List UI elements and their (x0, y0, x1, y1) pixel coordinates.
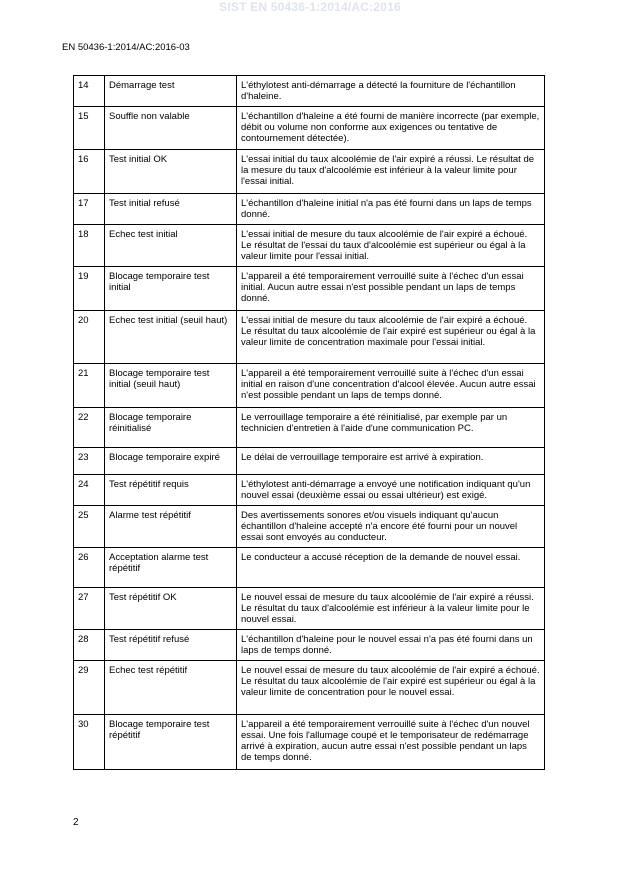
event-name: Echec test initial (105, 225, 237, 267)
event-description: L'échantillon d'haleine a été fourni de manière incorrecte (par exemple, débit ou volume non conforme aux exigences ou tentative de contournement détectée). (237, 107, 545, 150)
event-name: Souffle non valable (105, 107, 237, 150)
table-row (74, 548, 545, 588)
row-number: 18 (74, 225, 105, 267)
event-name: Test répétitif refusé (105, 629, 237, 660)
row-number: 17 (74, 194, 105, 225)
row-number: 24 (74, 475, 105, 506)
table-row (74, 364, 545, 408)
event-name: Alarme test répétitif (105, 506, 237, 548)
event-name: Acceptation alarme test répétitif (105, 548, 237, 588)
event-description: L'éthylotest anti-démarrage a envoyé une notification indiquant qu'un nouvel essai (deuxième essai ou essai ultérieur) est exigé. (237, 475, 545, 506)
row-number: 25 (74, 506, 105, 548)
event-description: L'appareil a été temporairement verrouillé suite à l'échec d'un nouvel essai. Une fois l'allumage coupé et le temporisateur de redémarrage arrivé à expiration, aucun autre essai n'est possible pendant un laps de temps donné. (237, 714, 545, 769)
table-row (74, 76, 545, 107)
event-description: Le verrouillage temporaire a été réinitialisé, par exemple par un technicien d'entretien à l'aide d'une communication PC. (237, 408, 545, 448)
table-row (74, 475, 545, 506)
event-name: Echec test initial (seuil haut) (105, 311, 237, 364)
event-name: Blocage temporaire test répétitif (105, 714, 237, 769)
page-number: 2 (73, 817, 79, 828)
event-description: L'essai initial de mesure du taux alcoolémie de l'air expiré a échoué. Le résultat du taux alcoolémie de l'air expiré est supérieur ou égal à la valeur limite de concentration maximale pour l'essai initial. (237, 311, 545, 364)
table-row (74, 588, 545, 630)
table-row (74, 714, 545, 769)
row-number: 21 (74, 364, 105, 408)
row-number: 29 (74, 660, 105, 714)
row-number: 22 (74, 408, 105, 448)
row-number: 14 (74, 76, 105, 107)
event-name: Blocage temporaire test initial (seuil haut) (105, 364, 237, 408)
table-row (74, 506, 545, 548)
event-description: L'appareil a été temporairement verrouillé suite à l'échec d'un essai initial. Aucun autre essai n'est possible pendant un laps de temps donné. (237, 267, 545, 311)
event-description: Le nouvel essai de mesure du taux alcoolémie de l'air expiré a échoué. Le résultat du taux alcoolémie de l'air expiré est supérieur ou égal à la valeur limite de concentration pour le nouvel essai. (237, 660, 545, 714)
row-number: 19 (74, 267, 105, 311)
event-name: Démarrage test (105, 76, 237, 107)
event-description: L'échantillon d'haleine initial n'a pas été fourni dans un laps de temps donné. (237, 194, 545, 225)
event-description: L'échantillon d'haleine pour le nouvel essai n'a pas été fourni dans un laps de temps donné. (237, 629, 545, 660)
table-row (74, 448, 545, 475)
event-description: Des avertissements sonores et/ou visuels indiquant qu'aucun échantillon d'haleine accepté n'a encore été fourni pour un nouvel essai sont envoyés au conducteur. (237, 506, 545, 548)
event-name: Test répétitif requis (105, 475, 237, 506)
row-number: 20 (74, 311, 105, 364)
table-row (74, 150, 545, 194)
table-row (74, 311, 545, 364)
table-row (74, 225, 545, 267)
event-name: Blocage temporaire test initial (105, 267, 237, 311)
event-name: Blocage temporaire expiré (105, 448, 237, 475)
event-name: Echec test répétitif (105, 660, 237, 714)
table-row (74, 107, 545, 150)
event-table (73, 75, 545, 770)
table-row (74, 408, 545, 448)
event-description: L'essai initial de mesure du taux alcoolémie de l'air expiré a échoué. Le résultat de l'essai du taux d'alcoolémie est supérieur ou égal à la valeur limite pour l'essai initial. (237, 225, 545, 267)
table-row (74, 629, 545, 660)
event-description: Le délai de verrouillage temporaire est arrivé à expiration. (237, 448, 545, 475)
table-row (74, 267, 545, 311)
event-description: Le conducteur a accusé réception de la demande de nouvel essai. (237, 548, 545, 588)
event-name: Test répétitif OK (105, 588, 237, 630)
event-description: L'appareil a été temporairement verrouillé suite à l'échec d'un essai initial en raison d'une concentration d'alcool élevée. Aucun autre essai n'est possible pendant un laps de temps donné. (237, 364, 545, 408)
row-number: 28 (74, 629, 105, 660)
row-number: 15 (74, 107, 105, 150)
row-number: 16 (74, 150, 105, 194)
row-number: 23 (74, 448, 105, 475)
row-number: 26 (74, 548, 105, 588)
event-name: Test initial OK (105, 150, 237, 194)
event-description: L'éthylotest anti-démarrage a détecté la fourniture de l'échantillon d'haleine. (237, 76, 545, 107)
event-name: Blocage temporaire réinitialisé (105, 408, 237, 448)
document-reference: EN 50436-1:2014/AC:2016-03 (62, 42, 190, 53)
watermark: SIST EN 50436-1:2014/AC:2016 (219, 0, 401, 14)
event-name: Test initial refusé (105, 194, 237, 225)
event-description: L'essai initial du taux alcoolémie de l'air expiré a réussi. Le résultat de la mesure du taux d'alcoolémie est inférieur à la valeur limite pour l'essai initial. (237, 150, 545, 194)
row-number: 27 (74, 588, 105, 630)
event-description: Le nouvel essai de mesure du taux alcoolémie de l'air expiré a réussi. Le résultat du taux d'alcoolémie est inférieur à la valeur limite pour le nouvel essai. (237, 588, 545, 630)
table-row (74, 194, 545, 225)
table-row (74, 660, 545, 714)
row-number: 30 (74, 714, 105, 769)
